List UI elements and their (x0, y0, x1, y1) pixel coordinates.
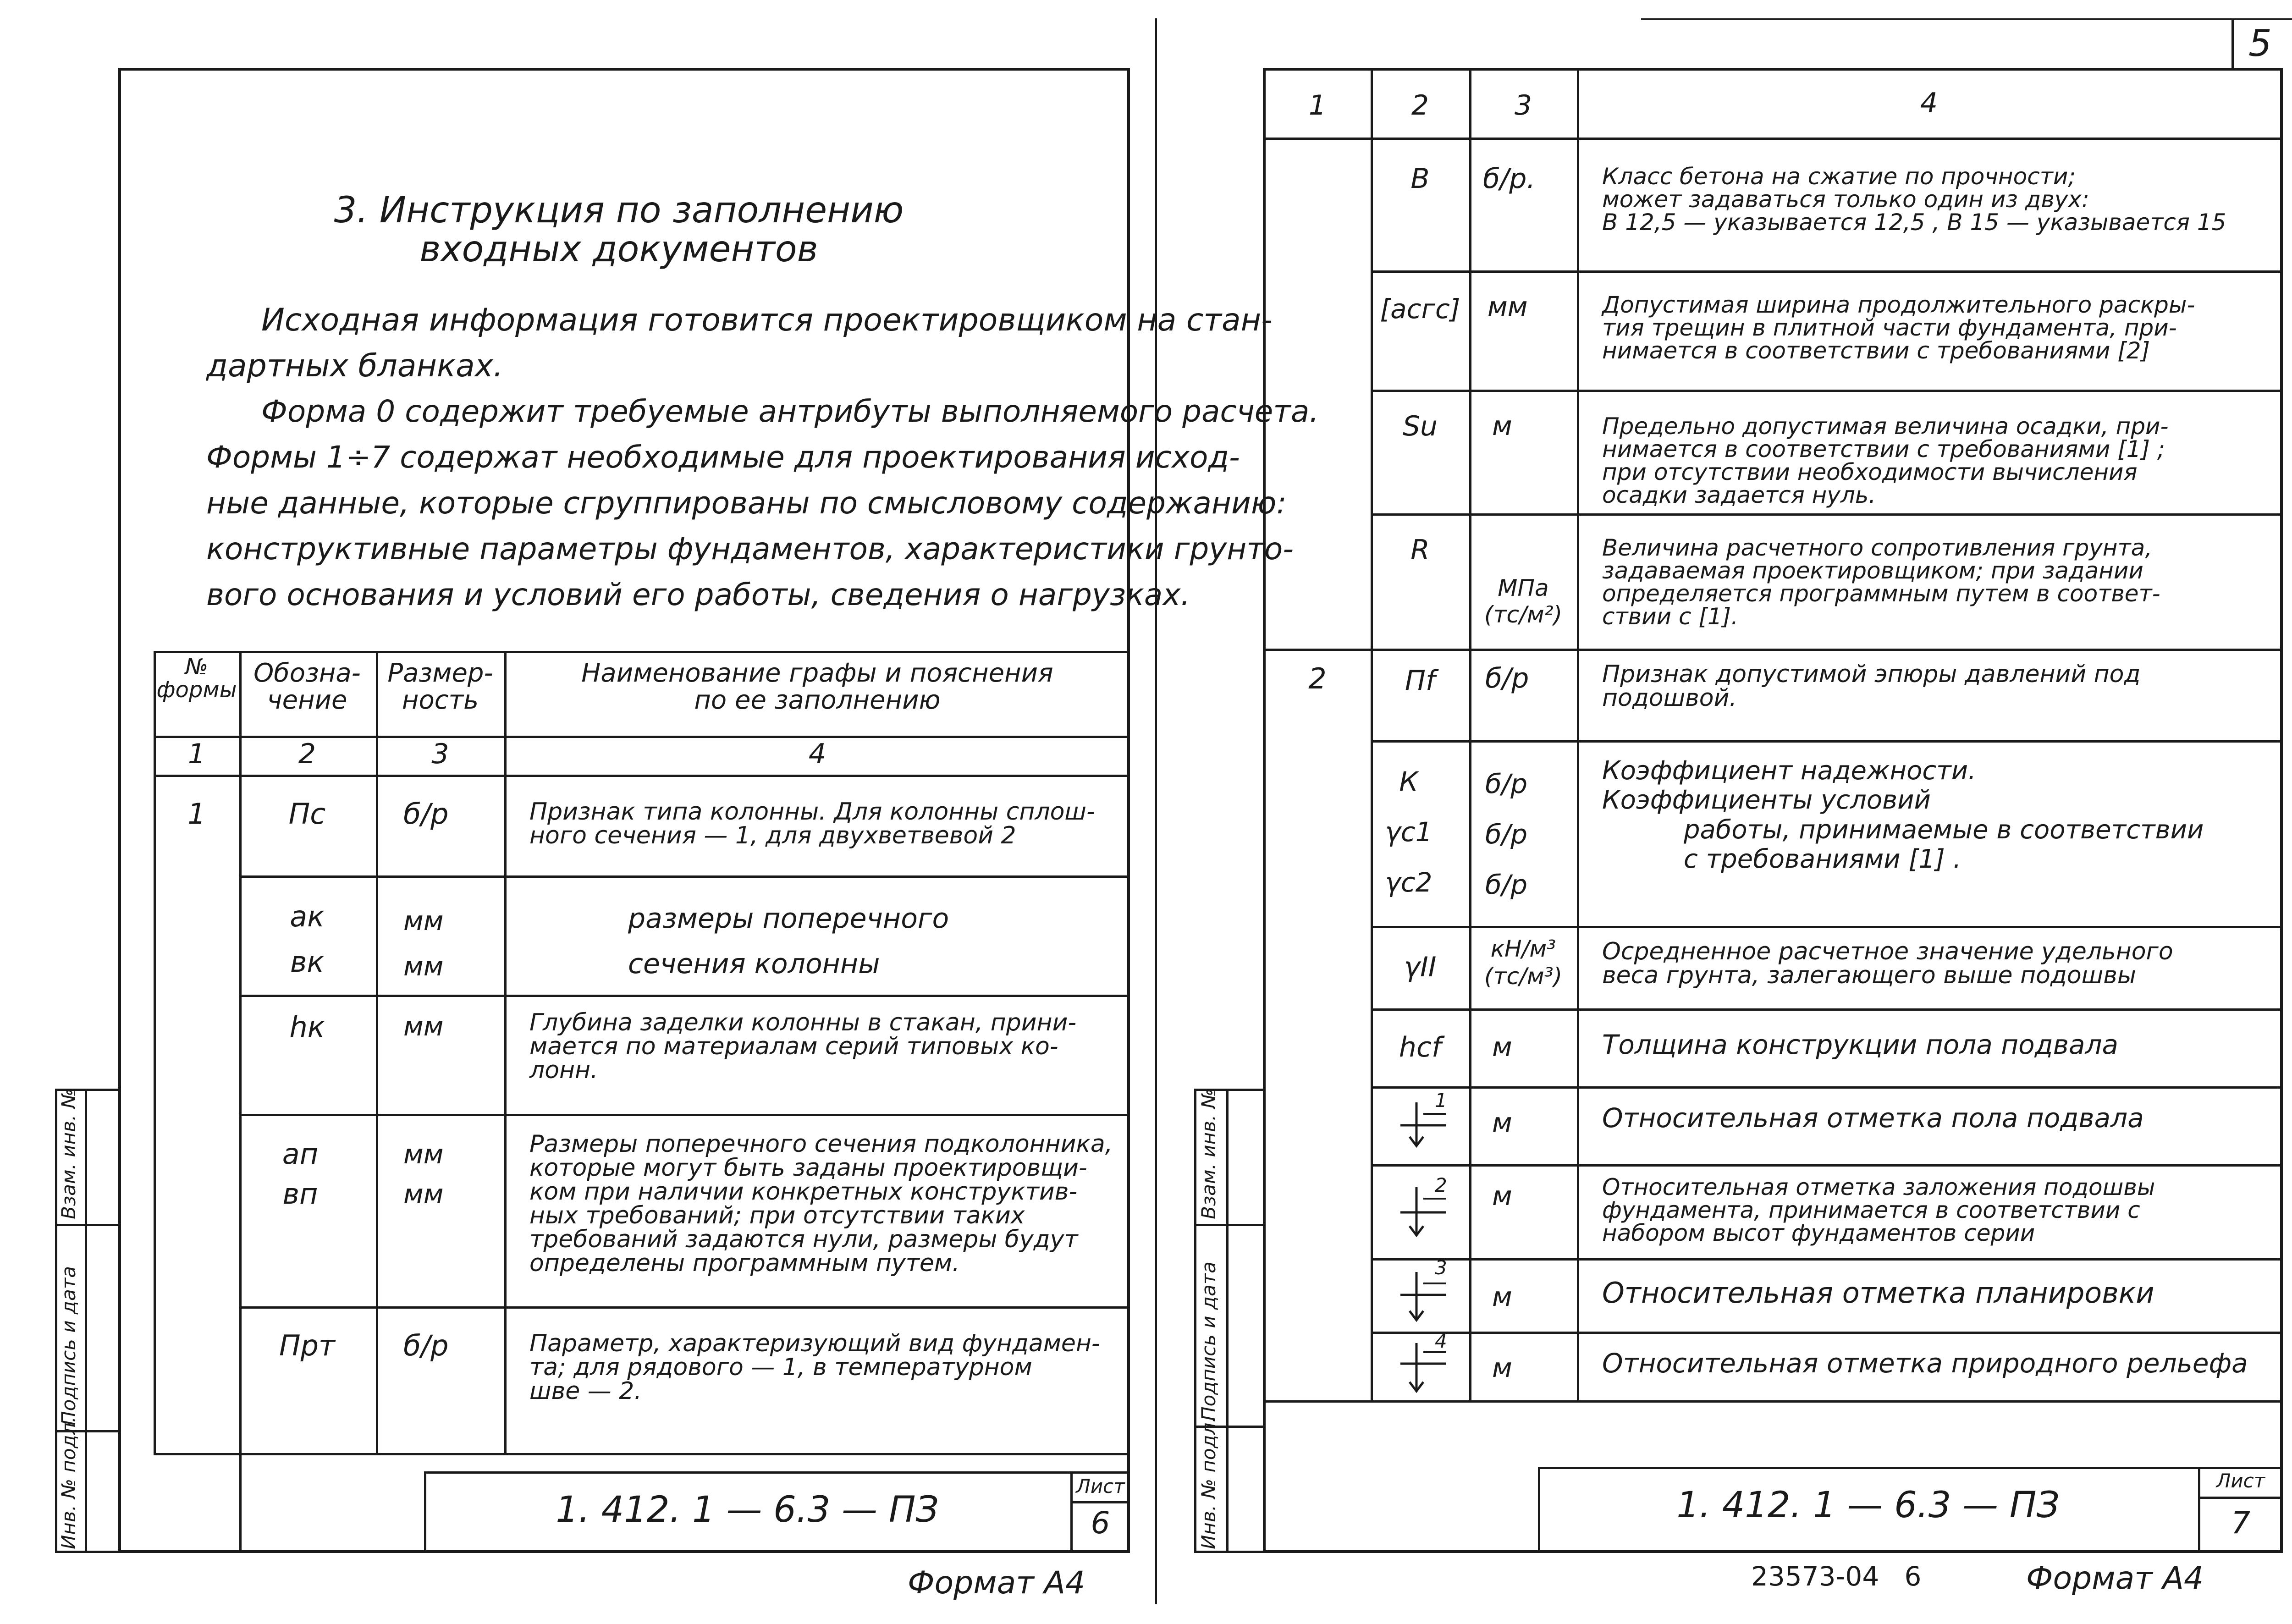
header-description: Наименование графы и пояснения по ее заполнению (581, 658, 1053, 715)
intro-line: Форма 0 содержит требуемые антрибуты выполняемого расчета. (261, 394, 1319, 429)
row-unit: мм мм (403, 905, 444, 982)
col-number: 2 (1411, 89, 1429, 121)
corner-page-number: 5 (2248, 22, 2272, 65)
document-code: 1. 412. 1 — 6.3 — ПЗ (556, 1489, 939, 1530)
row-symbol: Прт (279, 1329, 336, 1362)
row-unit: МПа (тс/м²) (1484, 575, 1563, 628)
row-unit: м (1492, 1352, 1512, 1383)
sheet-number: 6 (1091, 1505, 1110, 1541)
row-unit: б/р (403, 1329, 449, 1362)
sheet-number: 7 (2231, 1505, 2250, 1541)
intro-line: вого основания и условий его работы, сведения о нагрузках. (206, 577, 1190, 612)
document-code: 1. 412. 1 — 6.3 — ПЗ (1676, 1485, 2060, 1526)
col-number: 4 (808, 738, 826, 770)
row-unit: м (1492, 410, 1512, 441)
row-unit: б/р б/р б/р (1485, 768, 1528, 901)
row-symbol: Пf (1405, 665, 1436, 697)
elevation-index: 4 (1435, 1330, 1447, 1352)
elevation-index: 1 (1435, 1089, 1447, 1112)
col-number: 1 (187, 738, 206, 770)
side-label-inv: Инв. № подл. (57, 1416, 80, 1549)
left-section-title-2: входных документов (419, 229, 818, 270)
elevation-index: 2 (1435, 1174, 1447, 1196)
row-unit: м (1492, 1031, 1512, 1062)
row-unit: б/р. (1483, 163, 1536, 195)
row-description: Признак типа колонны. Для колонны сплош- ного сечения — 1, для двухветвевой 2 (529, 798, 1095, 849)
row-unit: кН/м³ (тс/м³) (1484, 936, 1563, 990)
side-label-replacement: Взам. инв. № (1197, 1088, 1220, 1219)
row-symbol: К γс1 γс2 (1385, 766, 1432, 898)
row-unit: м (1492, 1180, 1512, 1211)
intro-line: конструктивные параметры фундаментов, характеристики грунто- (206, 531, 1294, 567)
header-form-number: № формы (156, 654, 237, 703)
format-label: Формат А4 (2026, 1560, 2204, 1596)
row-unit: б/р (1485, 662, 1529, 694)
row-symbol: ак вк (290, 900, 325, 979)
row-unit: мм (403, 1011, 444, 1042)
row-unit: м (1492, 1107, 1512, 1138)
row-description: Класс бетона на сжатие по прочности; может задаваться только один из двух: В 12,5 — указывается 12,5 , В 15 — указывается 15 (1602, 163, 2226, 236)
row-description: Признак допустимой эпюры давлений под подошвой. (1602, 661, 2141, 712)
row-description: Размеры поперечного сечения подколонника, которые могут быть заданы проектировщи- ком при наличии конкретных конструктив- ных требований; при отсутствии таких требований задаются нули, размеры будут определены программным путем. (529, 1130, 1113, 1277)
row-unit: мм мм (403, 1139, 444, 1210)
col-number: 1 (1308, 89, 1327, 121)
col-number: 3 (431, 738, 449, 770)
row-description: Относительная отметка заложения подошвы фундамента, принимается в соответствии с набором высот фундаментов серии (1602, 1174, 2155, 1246)
intro-line: дартных бланках. (206, 348, 503, 384)
format-label: Формат А4 (908, 1565, 1085, 1601)
sheet-label: Лист (1076, 1475, 1125, 1497)
intro-line: Формы 1÷7 содержат необходимые для проектирования исход- (206, 440, 1240, 475)
row-description: Величина расчетного сопротивления грунта, задаваемая проектировщиком; при задании определяется программным путем в соответ- ствии с [1]. (1602, 534, 2160, 630)
intro-line: Исходная информация готовится проектировщиком на стан- (261, 302, 1273, 338)
row-unit: б/р (403, 797, 449, 831)
row-description: размеры поперечного сечения колонны (628, 903, 949, 980)
row-description: Глубина заделки колонны в стакан, прини- мается по материалам серий типовых ко- лонн. (529, 1009, 1077, 1084)
col-number: 4 (1920, 87, 1938, 119)
row-description: Коэффициент надежности. Коэффициенты условий работы, принимаемые в соответствии с требованиями [1] . (1602, 756, 2204, 875)
row-symbol: Su (1402, 410, 1438, 442)
row-description: Предельно допустимая величина осадки, при- нимается в соответствии с требованиями [1] ; при отсутствии необходимости вычисления осадки задается нуль. (1602, 413, 2169, 508)
side-label-signature: Подпись и дата (57, 1266, 80, 1426)
row-symbol: ап вп (282, 1137, 319, 1211)
row-symbol: В (1410, 163, 1430, 195)
header-dimension: Размер- ность (387, 658, 493, 715)
header-designation: Обозна- чение (253, 658, 361, 715)
left-section-title-1: 3. Инструкция по заполнению (334, 190, 904, 231)
form-number-cell: 2 (1308, 662, 1327, 695)
row-description: Толщина конструкции пола подвала (1602, 1029, 2119, 1060)
intro-line: ные данные, которые сгруппированы по смысловому содержанию: (206, 485, 1287, 521)
side-label-replacement: Взам. инв. № (57, 1088, 80, 1219)
sheet-label: Лист (2216, 1470, 2265, 1492)
row-symbol: γII (1404, 951, 1437, 983)
row-symbol: R (1410, 534, 1430, 566)
row-unit: м (1492, 1281, 1512, 1312)
row-description: Относительная отметка пола подвала (1602, 1102, 2144, 1134)
row-description: Допустимая ширина продолжительного раскры- тия трещин в плитной части фундамента, при- нимается в соответствии с требованиями [2] (1602, 292, 2195, 364)
center-fold-line (1155, 18, 1157, 1604)
row-symbol: hк (289, 1010, 325, 1044)
form-number-cell: 1 (187, 797, 206, 831)
row-symbol: Пс (288, 797, 326, 831)
archive-number: 23573-04 6 (1751, 1561, 1922, 1592)
col-number: 2 (298, 738, 316, 770)
side-label-signature: Подпись и дата (1197, 1261, 1220, 1421)
row-description: Относительная отметка планировки (1602, 1276, 2154, 1310)
row-symbol: hcf (1399, 1031, 1442, 1063)
row-symbol: [асгс] (1380, 293, 1460, 325)
row-unit: мм (1488, 291, 1528, 322)
elevation-index: 3 (1435, 1256, 1447, 1279)
col-number: 3 (1514, 89, 1532, 121)
row-description: Параметр, характеризующий вид фундамен- та; для рядового — 1, в температурном шве — 2. (529, 1330, 1100, 1405)
side-label-inv: Инв. № подл. (1197, 1416, 1220, 1549)
row-description: Осредненное расчетное значение удельного веса грунта, залегающего выше подошвы (1602, 938, 2173, 989)
row-description: Относительная отметка природного рельефа (1602, 1348, 2248, 1379)
